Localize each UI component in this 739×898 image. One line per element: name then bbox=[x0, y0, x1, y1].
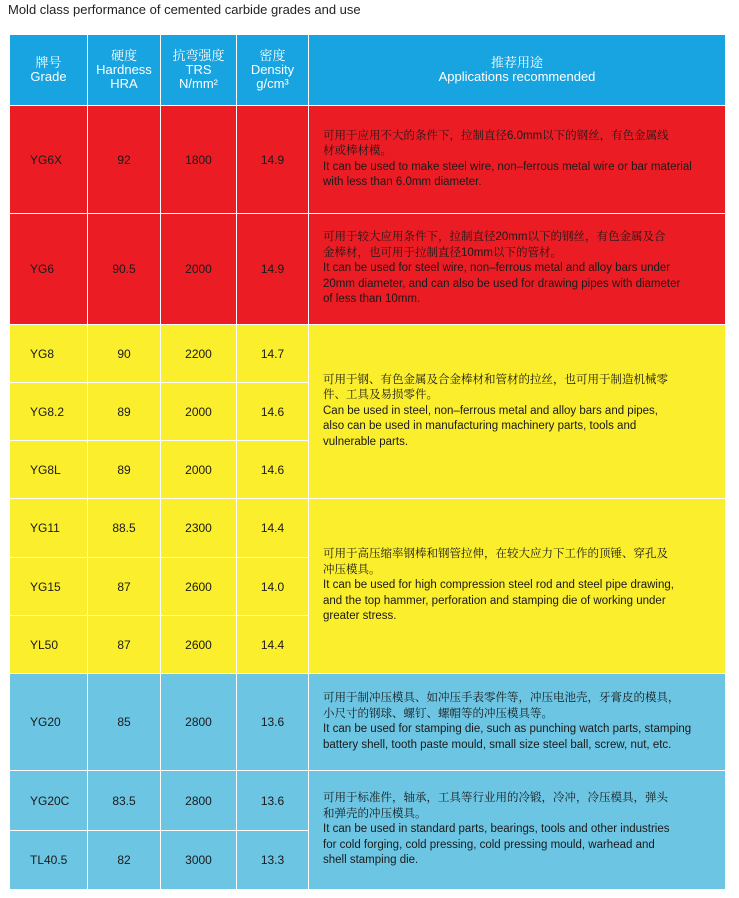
table-row bbox=[10, 214, 726, 325]
trs-cell: 2800 bbox=[161, 771, 237, 831]
hardness-cell: 89 bbox=[88, 441, 161, 499]
grade-cell: TL40.5 bbox=[10, 831, 88, 890]
header-hardness: 硬度 Hardness HRA bbox=[88, 35, 161, 106]
hardness-cell: 92 bbox=[88, 106, 161, 214]
density-cell: 14.4 bbox=[237, 616, 309, 674]
application-cell: 可用于标准件，轴承，工具等行业用的冷锻，冷冲，冷压模具，弹头 和弹壳的冲压模具。 It can be used in standard parts, bearings, tools and other industries for cold forging, cold pressing, cold pressing mould, warhead and shell stamping die. bbox=[309, 771, 726, 890]
density-cell: 13.3 bbox=[237, 831, 309, 890]
header-density: 密度 Density g/cm³ bbox=[237, 35, 309, 106]
hardness-cell: 83.5 bbox=[88, 771, 161, 831]
grade-cell: YG6 bbox=[10, 214, 88, 325]
trs-cell: 2200 bbox=[161, 325, 237, 383]
grade-cell: YG15 bbox=[10, 558, 88, 616]
grade-cell: YG8 bbox=[10, 325, 88, 383]
density-cell: 14.7 bbox=[237, 325, 309, 383]
table-row bbox=[10, 499, 726, 558]
density-cell: 13.6 bbox=[237, 674, 309, 771]
trs-cell: 2600 bbox=[161, 616, 237, 674]
application-cell: 可用于制冲压模具、如冲压手表零件等，冲压电池壳，牙膏皮的模具， 小尺寸的钢球、螺钉、螺帽等的冲压模具等。 It can be used for stamping die, such as punching watch parts, stamping battery shell, tooth paste mould, small size steel ball, screw, nut, etc. bbox=[309, 674, 726, 771]
density-cell: 13.6 bbox=[237, 771, 309, 831]
hardness-cell: 85 bbox=[88, 674, 161, 771]
trs-cell: 1800 bbox=[161, 106, 237, 214]
grade-cell: YG6X bbox=[10, 106, 88, 214]
density-cell: 14.9 bbox=[237, 214, 309, 325]
application-cell: 可用于应用不大的条件下，拉制直径6.0mm以下的钢丝，有色金属线 材或棒材模。 It can be used to make steel wire, non–ferrous metal wire or bar material with less than 6.0mm diameter. bbox=[309, 106, 726, 214]
trs-cell: 3000 bbox=[161, 831, 237, 890]
table-row bbox=[10, 771, 726, 831]
application-cell: 可用于高压缩率钢棒和钢管拉伸，在较大应力下工作的顶锤、穿孔及 冲压模具。 It can be used for high compression steel rod and steel pipe drawing, and the top hammer, perforation and stamping die of working under greater stress. bbox=[309, 499, 726, 674]
trs-cell: 2000 bbox=[161, 441, 237, 499]
application-cell: 可用于较大应用条件下，拉制直径20mm以下的钢丝，有色金属及合 金棒材，也可用于拉制直径10mm以下的管材。 It can be used for steel wire, non–ferrous metal and alloy bars under 20mm diameter, and can also be used for drawing pipes with diameter of less than 10mm. bbox=[309, 214, 726, 325]
page-title: Mold class performance of cemented carbide grades and use bbox=[8, 2, 361, 17]
header-row bbox=[10, 35, 726, 106]
grade-cell: YG20C bbox=[10, 771, 88, 831]
grade-cell: YG8L bbox=[10, 441, 88, 499]
table-row bbox=[10, 106, 726, 214]
grades-table bbox=[9, 34, 726, 890]
hardness-cell: 90.5 bbox=[88, 214, 161, 325]
hardness-cell: 82 bbox=[88, 831, 161, 890]
density-cell: 14.6 bbox=[237, 383, 309, 441]
density-cell: 14.0 bbox=[237, 558, 309, 616]
header-trs: 抗弯强度 TRS N/mm² bbox=[161, 35, 237, 106]
trs-cell: 2000 bbox=[161, 383, 237, 441]
table-row bbox=[10, 325, 726, 383]
hardness-cell: 90 bbox=[88, 325, 161, 383]
header-applications: 推荐用途 Applications recommended bbox=[309, 35, 726, 106]
grade-cell: YG20 bbox=[10, 674, 88, 771]
trs-cell: 2800 bbox=[161, 674, 237, 771]
density-cell: 14.4 bbox=[237, 499, 309, 558]
trs-cell: 2300 bbox=[161, 499, 237, 558]
table-row bbox=[10, 674, 726, 771]
grade-cell: YG11 bbox=[10, 499, 88, 558]
density-cell: 14.6 bbox=[237, 441, 309, 499]
hardness-cell: 87 bbox=[88, 558, 161, 616]
grade-cell: YG8.2 bbox=[10, 383, 88, 441]
trs-cell: 2600 bbox=[161, 558, 237, 616]
grade-cell: YL50 bbox=[10, 616, 88, 674]
application-cell: 可用于钢、有色金属及合金棒材和管材的拉丝，也可用于制造机械零 件、工具及易损零件。 Can be used in steel, non–ferrous metal and alloy bars and pipes, also can be used in manufacturing machinery parts, tools and vulnerable parts. bbox=[309, 325, 726, 499]
trs-cell: 2000 bbox=[161, 214, 237, 325]
hardness-cell: 87 bbox=[88, 616, 161, 674]
hardness-cell: 89 bbox=[88, 383, 161, 441]
hardness-cell: 88.5 bbox=[88, 499, 161, 558]
header-grade: 牌号 Grade bbox=[10, 35, 88, 106]
density-cell: 14.9 bbox=[237, 106, 309, 214]
